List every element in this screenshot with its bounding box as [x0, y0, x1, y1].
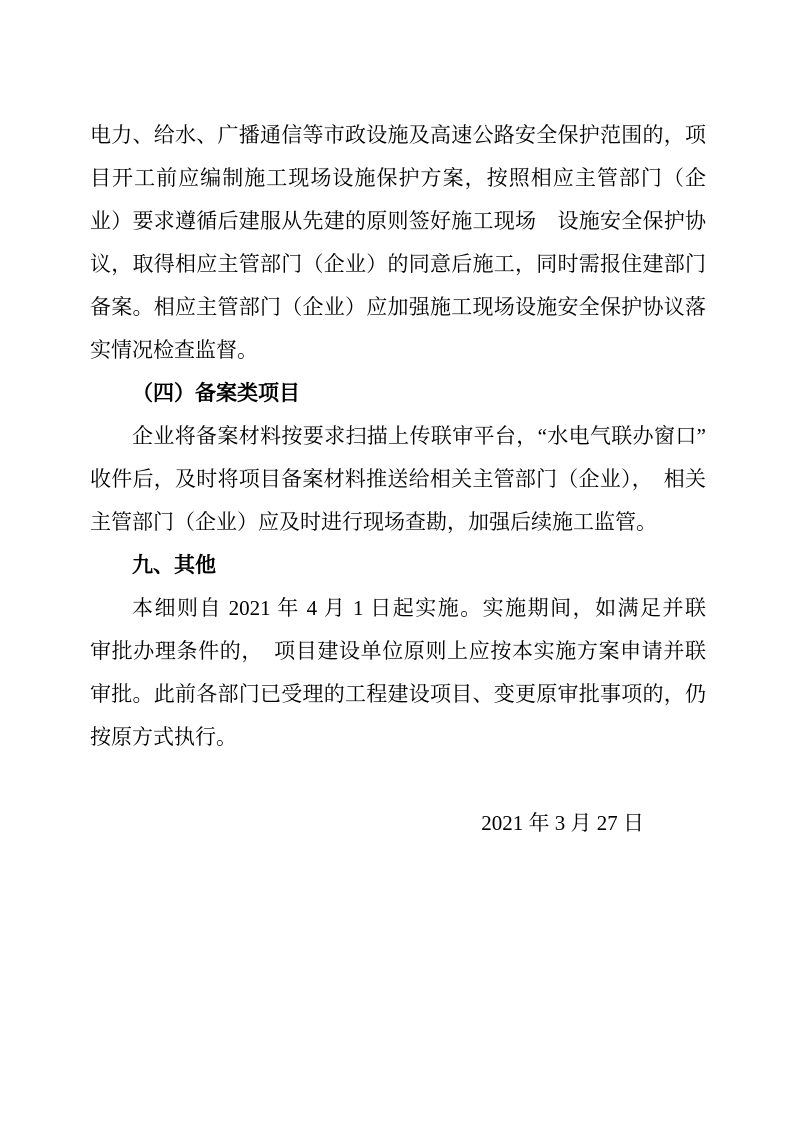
body-paragraph-implementation: 本细则自 2021 年 4 月 1 日起实施。实施期间，如满足并联 审批办理条件的， 项目建设单位原则上应按本实施方案申请并联审批。此前各部门已受理的工程建设项目、变更原审批事项的，仍按原方式执行。: [90, 596, 727, 749]
section-heading-9-other: 九、其他: [132, 553, 216, 577]
section-heading-4-filing-projects: （四）备案类项目: [132, 381, 300, 405]
body-paragraph-filing: 企业将备案材料按要求扫描上传联审平台，“水电气联办窗口”收件后，及时将项目备案材料推送给相关主管部门（企业）， 相关主管部门（企业）应及时进行现场查勘，加强后续施工监管。: [90, 424, 706, 534]
date-line: 2021 年 3 月 27 日: [481, 811, 644, 835]
body-paragraph-continuation: 电力、给水、广播通信等市政设施及高速公路安全保护范围的，项目开工前应编制施工现场设施保护方案，按照相应主管部门（企业）要求遵循后建服从先建的原则签好施工现场 设施安全保护协议，取得相应主管部门（企业）的同意后施工，同时需报住建部门备案。相应主管部门（企业）应加强施工现场设施安全保护协议落实情况检查监督。: [90, 123, 706, 362]
page-content: [90, 114, 727, 845]
